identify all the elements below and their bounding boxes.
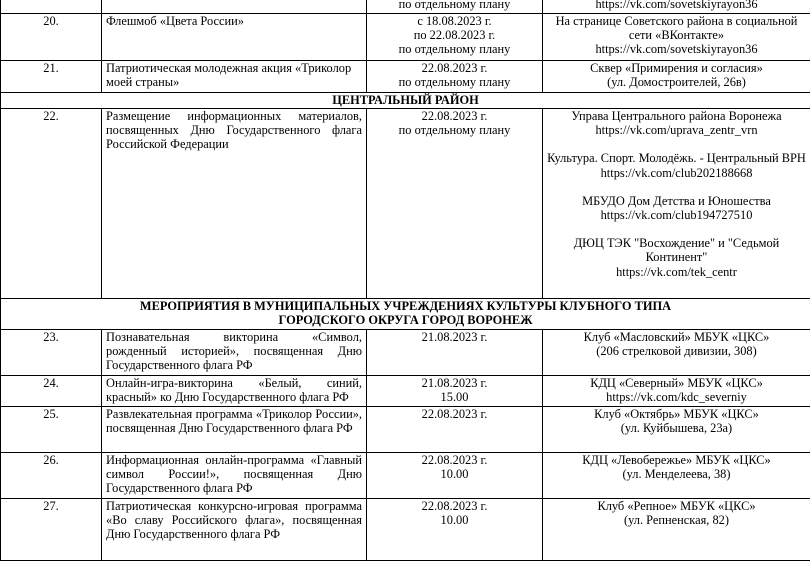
table-row	[1, 499, 810, 561]
section-title-central: ЦЕНТРАЛЬНЫЙ РАЙОН	[1, 93, 810, 109]
event-place: Клуб «Октябрь» МБУК «ЦКС» (ул. Куйбышева, 23а)	[543, 407, 810, 453]
event-name: Патриотическая молодежная акция «Триколор моей страны»	[102, 61, 367, 93]
event-place: Сквер «Примирения и согласия» (ул. Домостроителей, 26в)	[543, 61, 810, 93]
event-place	[543, 0, 810, 14]
table-row	[1, 376, 810, 407]
row-number: 22.	[1, 109, 102, 299]
event-place: На странице Советского района в социальной сети «ВКонтакте» https://vk.com/sovetskiyrayon36	[543, 14, 810, 61]
place-link[interactable]: https://vk.com/tek_centr	[547, 265, 806, 279]
row-number	[1, 0, 102, 14]
event-name: Развлекательная программа «Триколор России», посвященная Дню Государственного флага РФ	[102, 407, 367, 453]
table-row	[1, 330, 810, 376]
section-header-row	[1, 93, 810, 109]
place-link[interactable]: https://vk.com/sovetskiyrayon36	[547, 0, 806, 11]
table-row	[1, 14, 810, 61]
row-number: 24.	[1, 376, 102, 407]
place-link[interactable]: https://vk.com/uprava_zentr_vrn	[547, 123, 806, 137]
place-link[interactable]: https://vk.com/club194727510	[547, 208, 806, 222]
event-date: 21.08.2023 г. 15.00	[367, 376, 543, 407]
table-row	[1, 453, 810, 499]
event-date: 22.08.2023 г. по отдельному плану	[367, 61, 543, 93]
event-place: КДЦ «Северный» МБУК «ЦКС» https://vk.com/kdc_severniy	[543, 376, 810, 407]
event-name: Онлайн-игра-викторина «Белый, синий, красный» ко Дню Государственного флага РФ	[102, 376, 367, 407]
event-date: 21.08.2023 г.	[367, 330, 543, 376]
table-row	[1, 407, 810, 453]
table-row	[1, 61, 810, 93]
row-number: 20.	[1, 14, 102, 61]
place-link[interactable]: https://vk.com/sovetskiyrayon36	[547, 42, 806, 56]
event-name: Познавательная викторина «Символ, рожденный историей», посвященная Дню Государственного флага РФ	[102, 330, 367, 376]
event-date: 22.08.2023 г. 10.00	[367, 453, 543, 499]
event-date: 22.08.2023 г.	[367, 407, 543, 453]
event-date: 22.08.2023 г. по отдельному плану	[367, 109, 543, 299]
event-date: с 18.08.2023 г. по 22.08.2023 г. по отдельному плану	[367, 14, 543, 61]
place-link[interactable]: https://vk.com/club202188668	[547, 166, 806, 180]
event-place: Клуб «Репное» МБУК «ЦКС» (ул. Репненская, 82)	[543, 499, 810, 561]
event-date: 22.08.2023 г. 10.00	[367, 499, 543, 561]
row-number: 23.	[1, 330, 102, 376]
event-date: по отдельному плану	[367, 0, 543, 14]
section-title-clubs: МЕРОПРИЯТИЯ В МУНИЦИПАЛЬНЫХ УЧРЕЖДЕНИЯХ КУЛЬТУРЫ КЛУБНОГО ТИПА ГОРОДСКОГО ОКРУГА ГОРОД ВОРОНЕЖ	[1, 299, 810, 330]
row-number: 27.	[1, 499, 102, 561]
event-place: Управа Центрального района Воронежа https://vk.com/uprava_zentr_vrn Культура. Спорт. Молодёжь. - Центральный ВРН https://vk.com/club202188668 МБУДО Дом Детства и Юношества https://vk.com/club194727510 ДЮЦ ТЭК "Восхождение" и "Седьмой Континент" https://vk.com/tek_centr	[543, 109, 810, 299]
event-place: КДЦ «Левобережье» МБУК «ЦКС» (ул. Менделеева, 38)	[543, 453, 810, 499]
event-place: Клуб «Масловский» МБУК «ЦКС» (206 стрелковой дивизии, 308)	[543, 330, 810, 376]
table-row	[1, 109, 810, 299]
event-name: Размещение информационных материалов, посвященных Дню Государственного флага Российской Федерации	[102, 109, 367, 299]
place-link[interactable]: https://vk.com/kdc_severniy	[547, 390, 806, 404]
row-number: 21.	[1, 61, 102, 93]
row-number: 26.	[1, 453, 102, 499]
event-name: Флешмоб «Цвета России»	[102, 14, 367, 61]
section-header-row	[1, 299, 810, 330]
event-name: Информационная онлайн-программа «Главный символ России!», посвященная Дню Государственного флага РФ	[102, 453, 367, 499]
table-row	[1, 0, 810, 14]
event-name: Патриотическая конкурсно-игровая программа «Во славу Российского флага», посвященная Дню Государственного флага РФ	[102, 499, 367, 561]
event-name	[102, 0, 367, 14]
row-number: 25.	[1, 407, 102, 453]
